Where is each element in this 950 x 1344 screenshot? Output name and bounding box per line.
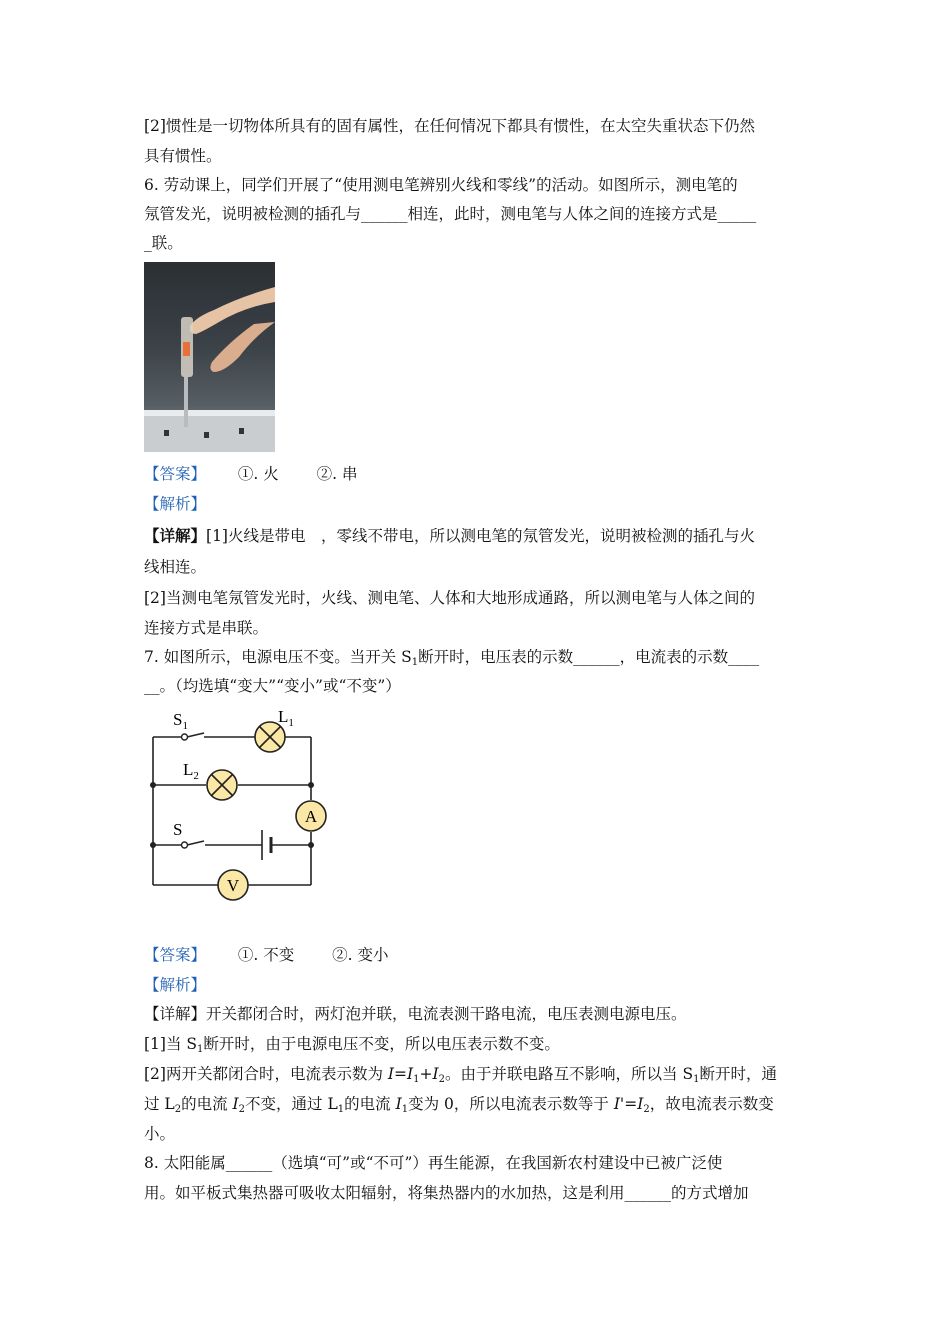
answer-row <box>144 464 357 484</box>
answer-2: ②. 串 <box>316 465 358 483</box>
detail-line <box>144 1034 560 1054</box>
text-line: 连接方式是串联。 <box>144 619 269 637</box>
d2-g: I <box>432 1065 439 1083</box>
lamp-l2-label: $L_2$ <box>183 760 199 782</box>
text-line: 具有惯性。 <box>144 147 222 165</box>
d3-l: I' <box>613 1095 625 1113</box>
text-line: [2]当测电笔氖管发光时，火线、测电笔、人体和大地形成通路，所以测电笔与人体之间的 <box>144 589 755 607</box>
d3-k: 变为 0，所以电流表示数等于 <box>408 1095 614 1113</box>
d2-d: I <box>407 1065 414 1083</box>
answer-1: ①. 不变 <box>237 946 295 964</box>
d2-c: = <box>394 1065 408 1083</box>
d2-a: [2]两开关都闭合时，电流表示数为 <box>144 1065 388 1083</box>
question-7-text: __。（均选填“变大”“变小”或“不变”） <box>144 677 401 695</box>
d2-i: 。由于并联电路互不影响，所以当 S <box>445 1065 694 1083</box>
d3-b: 2 <box>174 1104 182 1115</box>
question-7-text <box>144 647 759 667</box>
detail-tag: 【详解】 <box>144 526 207 545</box>
voltmeter <box>218 870 248 900</box>
detail-line <box>144 1064 777 1084</box>
analysis-tag: 【解析】 <box>144 495 207 513</box>
q7-sub: 1 <box>411 657 419 668</box>
question-6-text: 氖管发光，说明被检测的插孔与______相连，此时，测电笔与人体之间的连接方式是_____ <box>144 205 757 223</box>
ammeter <box>296 801 326 831</box>
d3-m: = <box>624 1095 638 1113</box>
test-pen-photo <box>144 262 275 452</box>
ammeter-label: A <box>304 807 318 826</box>
question-8-text: 用。如平板式集热器可吸收太阳辐射，将集热器内的水加热，这是利用______的方式增加 <box>144 1184 749 1202</box>
question-6-text: 6. 劳动课上，同学们开展了“使用测电笔辨别火线和零线”的活动。如图所示，测电笔的 <box>144 176 738 194</box>
q7-text-b: 断开时，电压表的示数______，电流表的示数____ <box>418 648 760 666</box>
d3-f: 不变，通过 L <box>245 1095 338 1113</box>
answer-tag: 【答案】 <box>144 946 207 964</box>
d3-n: I <box>637 1095 644 1113</box>
detail-line <box>144 1094 774 1114</box>
d1-b: 断开时，由于电源电压不变，所以电压表示数不变。 <box>203 1035 560 1053</box>
d2-h: 2 <box>438 1074 446 1085</box>
switch-s1-label: $S_1$ <box>173 710 188 732</box>
lamp-l1-label: $L_1$ <box>278 707 294 729</box>
answer-1: ①. 火 <box>237 465 279 483</box>
switch-s-label: S <box>173 820 183 839</box>
detail-line: 小。 <box>144 1125 176 1143</box>
text-line: [2]惯性是一切物体所具有的固有属性，在任何情况下都具有惯性，在太空失重状态下仍然 <box>144 117 755 135</box>
answer-tag: 【答案】 <box>144 465 207 483</box>
d3-c: 的电流 <box>181 1095 233 1113</box>
d3-e: 2 <box>238 1104 246 1115</box>
text-line: 线相连。 <box>144 558 207 576</box>
question-6-text: _联。 <box>144 234 183 252</box>
d3-p: ，故电流表示数变 <box>649 1095 774 1113</box>
d3-o: 2 <box>643 1104 650 1115</box>
analysis-tag: 【解析】 <box>144 976 207 994</box>
circuit-diagram <box>140 700 340 910</box>
d2-e: 1 <box>413 1074 420 1085</box>
d2-k: 断开时，通 <box>699 1065 777 1083</box>
detail-text: [1]火线是带电 ，零线不带电，所以测电笔的氖管发光，说明被检测的插孔与火 <box>206 527 755 545</box>
d1-sub: 1 <box>197 1044 204 1055</box>
lamp-l1 <box>255 722 285 752</box>
detail-line <box>144 526 755 546</box>
d3-j: 1 <box>401 1104 409 1115</box>
d2-b: I <box>387 1065 395 1083</box>
d3-i: I <box>395 1095 402 1113</box>
answer-row <box>144 945 388 965</box>
d3-h: 的电流 <box>344 1095 396 1113</box>
d3-a: 过 L <box>144 1095 175 1113</box>
d3-g: 1 <box>337 1104 345 1115</box>
q7-text-a: 7. 如图所示，电源电压不变。当开关 S <box>144 648 412 666</box>
d2-j: 1 <box>693 1074 700 1085</box>
voltmeter-label: V <box>226 876 240 895</box>
detail-line: 【详解】开关都闭合时，两灯泡并联，电流表测干路电流，电压表测电源电压。 <box>144 1005 687 1023</box>
d3-d: I <box>232 1095 239 1113</box>
d1-a: [1]当 S <box>144 1035 198 1053</box>
answer-2: ②. 变小 <box>332 946 389 964</box>
question-8-text: 8. 太阳能属______（选填“可”或“不可”）再生能源，在我国新农村建设中已被广泛使 <box>144 1154 723 1172</box>
lamp-l2 <box>207 770 237 800</box>
d2-f: + <box>419 1065 433 1083</box>
